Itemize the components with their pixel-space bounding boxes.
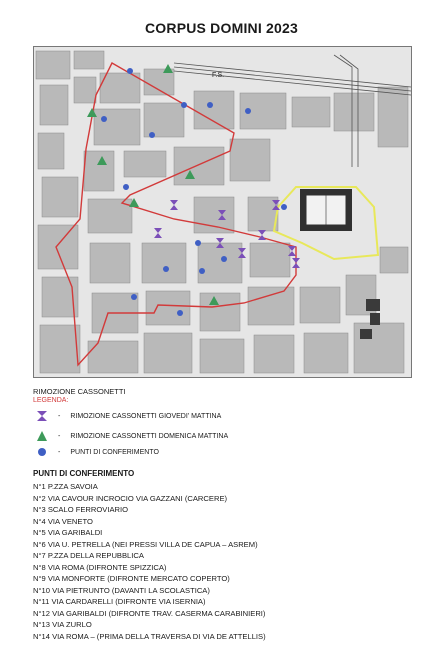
legend-dash: - xyxy=(58,432,61,440)
confirmation-point xyxy=(131,294,137,300)
thursday-marker xyxy=(170,200,178,210)
legend-dash: - xyxy=(58,412,61,420)
points-list xyxy=(33,481,266,642)
legend-label: RIMOZIONE CASSONETTI DOMENICA MATTINA xyxy=(70,432,229,440)
confirmation-point xyxy=(163,266,169,272)
list-item: N°2 VIA CAVOUR INCROCIO VIA GAZZANI (CARCERE) xyxy=(33,493,228,503)
legend-item-sunday xyxy=(36,430,228,442)
list-item: N°14 VIA ROMA – (PRIMA DELLA TRAVERSA DI VIA DE ATTELLIS) xyxy=(33,631,266,641)
section-title: RIMOZIONE CASSONETTI xyxy=(33,387,126,396)
legend-item-points xyxy=(36,446,159,458)
thursday-marker xyxy=(258,230,266,240)
confirmation-point xyxy=(181,102,187,108)
legend-item-thursday xyxy=(36,410,221,422)
page-title: CORPUS DOMINI 2023 xyxy=(145,20,298,36)
list-item: N°4 VIA VENETO xyxy=(33,516,93,526)
legend-title: LEGENDA: xyxy=(33,397,69,404)
confirmation-point xyxy=(199,268,205,274)
list-item: N°9 VIA MONFORTE (DIFRONTE MERCATO COPERTO) xyxy=(33,574,230,583)
legend-label: PUNTI DI CONFERIMENTO xyxy=(70,448,159,456)
confirmation-point xyxy=(245,108,251,114)
confirmation-point xyxy=(207,102,213,108)
list-item: N°10 VIA PIETRUNTO (DAVANTI LA SCOLASTICA) xyxy=(33,585,210,595)
list-item: N°5 VIA GARIBALDI xyxy=(33,528,103,537)
confirmation-point xyxy=(149,132,155,138)
list-item: N°7 P.ZZA DELLA REPUBBLICA xyxy=(33,551,144,560)
list-item: N°6 VIA U. PETRELLA (NEI PRESSI VILLA DE CAPUA – ASREM) xyxy=(33,539,258,549)
confirmation-point xyxy=(195,240,201,246)
stadium xyxy=(300,189,352,231)
sunday-marker xyxy=(163,64,173,73)
confirmation-point xyxy=(101,116,107,122)
thursday-marker xyxy=(154,228,162,238)
list-item: N°13 VIA ZURLO xyxy=(33,620,92,629)
list-item: N°12 VIA GARIBALDI (DIFRONTE TRAV. CASERMA CARABINIERI) xyxy=(33,608,266,618)
triangle-green-icon xyxy=(36,430,48,442)
legend-dash: - xyxy=(58,448,61,456)
list-item: N°3 SCALO FERROVIARIO xyxy=(33,505,129,514)
points-title: PUNTI DI CONFERIMENTO xyxy=(33,469,135,478)
list-item: N°1 P.ZZA SAVOIA xyxy=(33,482,98,491)
list-item: N°11 VIA CARDARELLI (DIFRONTE VIA ISERNIA) xyxy=(33,597,206,606)
list-item: N°8 VIA ROMA (DIFRONTE SPIZZICA) xyxy=(33,562,167,572)
station-label: F.S. xyxy=(212,72,225,79)
confirmation-point xyxy=(281,204,287,210)
confirmation-point xyxy=(177,310,183,316)
confirmation-point xyxy=(123,184,129,190)
city-map[interactable] xyxy=(33,46,412,378)
hourglass-purple-icon xyxy=(36,410,48,422)
confirmation-point xyxy=(127,68,133,74)
dot-blue-icon xyxy=(36,446,48,458)
confirmation-point xyxy=(221,256,227,262)
legend-label: RIMOZIONE CASSONETTI GIOVEDI' MATTINA xyxy=(70,412,222,420)
